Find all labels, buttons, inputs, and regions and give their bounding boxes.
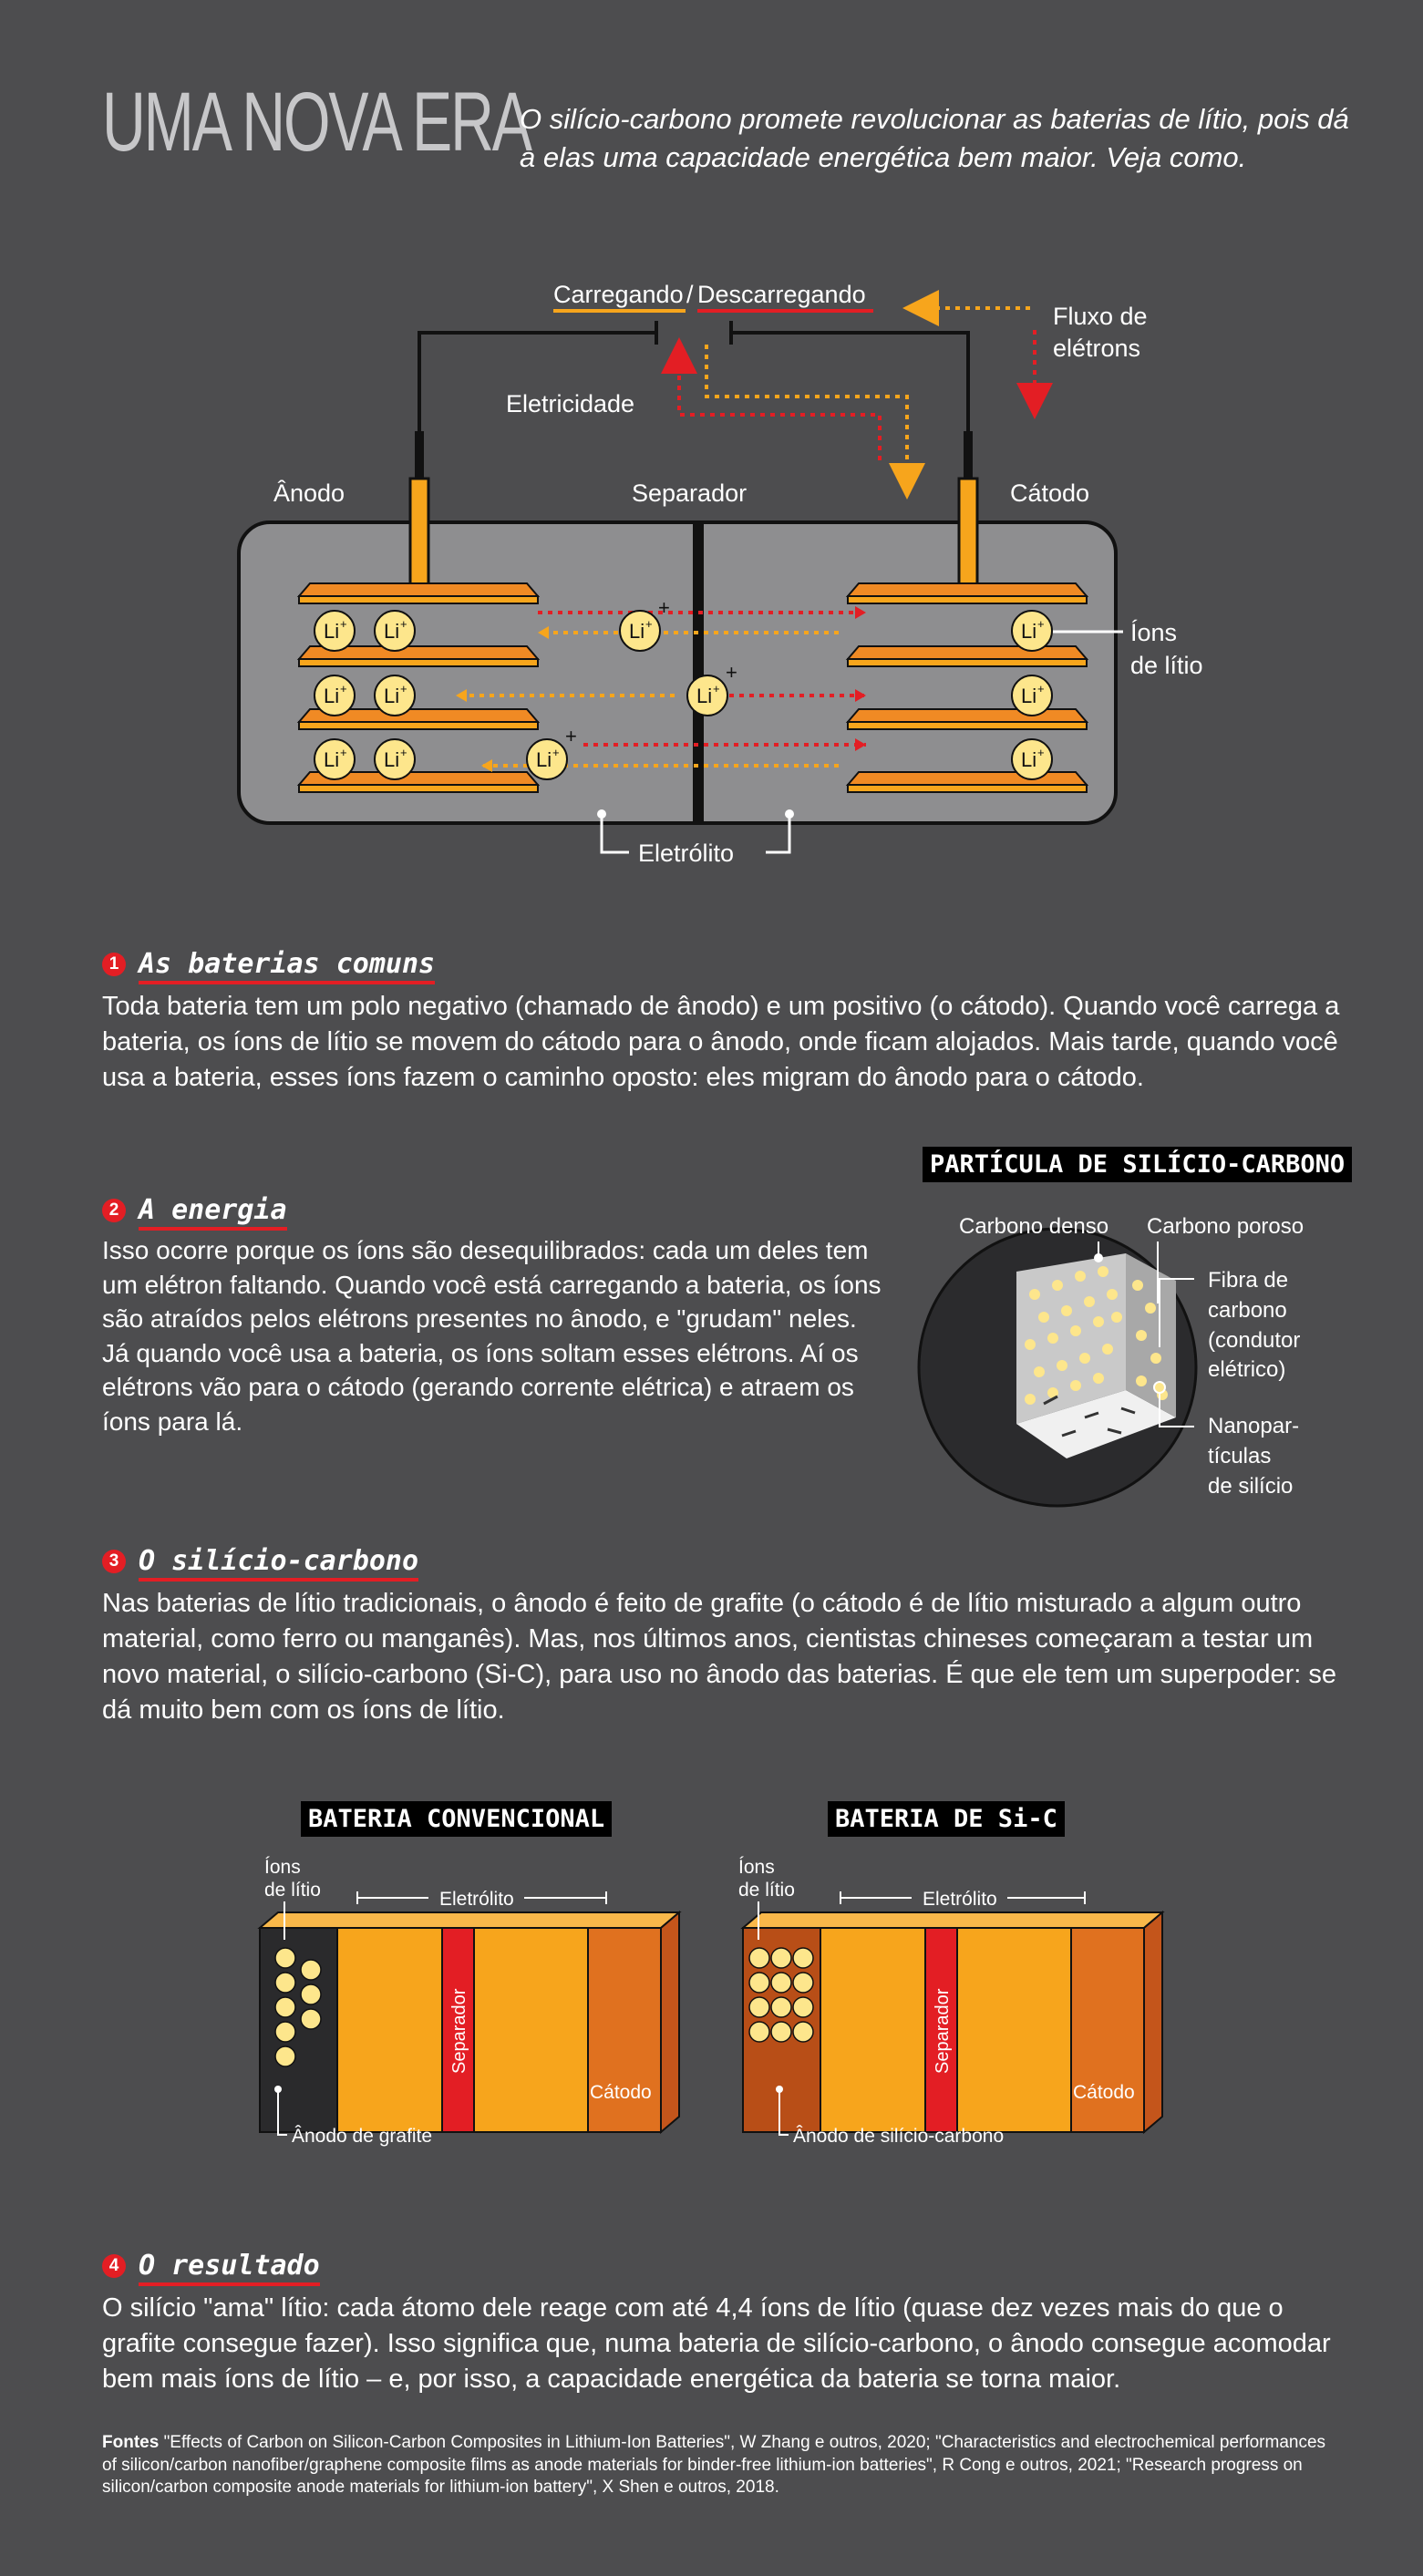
sources [102, 2432, 1342, 2499]
cathode-ion-3 [1012, 739, 1052, 779]
migrating-ion-3-symbol: Li [536, 748, 552, 771]
anode-terminal [410, 479, 428, 597]
anode-ion-1 [315, 611, 355, 651]
comparison-diagram [0, 1850, 1423, 2179]
conv-ions-label-2: de lítio [264, 1880, 321, 1901]
sources-label: Fontes [102, 2433, 160, 2452]
anode-ion-3 [315, 675, 355, 716]
nanoparticle-2 [1052, 1280, 1063, 1291]
migrating-ion-2-plus: + [726, 661, 737, 684]
cathode-ion-2-symbol: Li [1021, 685, 1037, 707]
section-2-title: A energia [139, 1194, 287, 1231]
flow-arrow-charge [706, 345, 907, 481]
cathode-terminal [959, 479, 977, 597]
section-2-text: Isso ocorre porque os íons são desequilibrados: cada um deles tem um elétron faltando. Quando você está carregando a bateria, os íons são atraídos pelos elétrons presentes no ânodo, e "grudam" neles. Já quando você usa a bateria, os íons soltam esses elétrons. Aí os elétrons vão para o cátodo (gerando corrente elétrica) e atraem os íons para lá. [102, 1236, 882, 1436]
anode-ion-4 [375, 675, 415, 716]
anode-ion-2-charge: + [400, 617, 407, 631]
battery-diagram [0, 0, 1423, 912]
nanoparticle-5 [1038, 1312, 1049, 1323]
particle-diagram [902, 1185, 1423, 1531]
ions-label-2: de lítio [1130, 652, 1203, 679]
nano-label-2: tículas [1208, 1444, 1272, 1468]
nanoparticle-3 [1075, 1271, 1086, 1282]
anode-label: Ânodo [273, 479, 345, 507]
nanoparticle-6 [1061, 1305, 1072, 1316]
cathode-ion-3-charge: + [1037, 746, 1045, 759]
conv-ion-3 [275, 1997, 295, 2017]
nanoparticle-13 [1111, 1312, 1122, 1323]
fiber-label-2: carbono [1208, 1298, 1287, 1323]
cathode-ion-1-charge: + [1037, 617, 1045, 631]
discharging-label: Descarregando [697, 281, 866, 308]
section-1-title: As baterias comuns [139, 948, 435, 984]
migrating-ion-2-charge: + [713, 682, 720, 696]
section-3-title: O silício-carbono [139, 1545, 418, 1582]
nanoparticle-14 [1034, 1366, 1045, 1377]
separator-label: Separador [632, 479, 748, 507]
sic-ion-6 [793, 1973, 813, 1993]
sic-side [1144, 1912, 1162, 2132]
sic-ions-label-1: Íons [738, 1857, 775, 1878]
sic-ion-10 [749, 2022, 769, 2042]
anode-ion-2-symbol: Li [384, 620, 400, 643]
migrating-ion-3-plus: + [565, 725, 577, 747]
nanoparticle-16 [1079, 1353, 1090, 1364]
sic-anode-label: Ânodo de silício-carbono [793, 2126, 1005, 2147]
cathode-label: Cátodo [1010, 479, 1090, 507]
electron-flow-label-2: elétrons [1053, 335, 1141, 362]
section-4-title: O resultado [139, 2250, 320, 2286]
slash-label: / [686, 281, 694, 308]
nanoparticle-24 [1136, 1330, 1147, 1341]
conv-side [661, 1912, 679, 2132]
fiber-label-4: elétrico) [1208, 1357, 1286, 1382]
section-1-text: Toda bateria tem um polo negativo (chamado de ânodo) e um positivo (o cátodo). Quando você carrega a bateria, os íons de lítio se movem do cátodo para o ânodo, onde ficam alojados. Mais tarde, quando você usa a bateria, esses íons fazem o caminho oposto: eles migram do ânodo para o cátodo. [102, 992, 1340, 1092]
migrating-ion-1-plus: + [658, 596, 670, 619]
nanoparticle-9 [1025, 1339, 1036, 1350]
sic-battery [738, 1857, 1162, 2147]
conv-electrolyte-left [337, 1928, 442, 2132]
charging-label: Carregando [553, 281, 684, 308]
section-3-heading [102, 1545, 1360, 1577]
conv-ion-5 [275, 2046, 295, 2066]
sic-ion-2 [771, 1948, 791, 1968]
conv-top [260, 1912, 679, 1928]
conv-anode [260, 1928, 337, 2132]
separator-line [693, 522, 704, 823]
cathode-ion-1 [1012, 611, 1052, 651]
nanoparticle-17 [1102, 1344, 1113, 1355]
section-1 [102, 948, 1360, 1096]
section-4 [102, 2250, 1360, 2397]
anode-ion-6-charge: + [400, 746, 407, 759]
section-1-number: 1 [102, 953, 126, 976]
anode-plate-4-edge [299, 785, 538, 792]
cathode-ion-2 [1012, 675, 1052, 716]
nanoparticle-21 [1093, 1373, 1104, 1384]
dense-carbon-label: Carbono denso [959, 1214, 1109, 1239]
conventional-tag: BATERIA CONVENCIONAL [301, 1801, 612, 1837]
anode-ion-5-symbol: Li [324, 748, 340, 771]
sic-top [743, 1912, 1162, 1928]
conv-ion-8 [301, 2009, 321, 2029]
nano-dot [1154, 1382, 1165, 1393]
section-2 [102, 1194, 886, 1438]
sic-ion-3 [793, 1948, 813, 1968]
conv-ion-1 [275, 1948, 295, 1968]
conv-ion-2 [275, 1973, 295, 1993]
sic-electrolyte-label: Eletrólito [923, 1889, 997, 1910]
section-1-heading [102, 948, 1360, 980]
ions-label-1: Íons [1130, 619, 1178, 646]
cathode-plate-4-edge [848, 785, 1087, 792]
nanoparticle-7 [1084, 1296, 1095, 1307]
nanoparticle-26 [1136, 1376, 1147, 1386]
nanoparticle-12 [1093, 1316, 1104, 1327]
nano-label-1: Nanopar- [1208, 1414, 1300, 1438]
cathode-plate-4-top [848, 772, 1087, 785]
section-4-text: O silício "ama" lítio: cada átomo dele reage com até 4,4 íons de lítio (quase dez vezes mais do que o grafite consegue fazer). Isso significa que, numa bateria de silício-carbono, o ânodo consegue acomodar bem mais íons de lítio – e, por isso, a capacidade energética da bateria se torna maior. [102, 2293, 1331, 2394]
flow-arrow-discharge [679, 355, 880, 460]
sic-ion-9 [793, 1997, 813, 2017]
cathode-ion-1-symbol: Li [1021, 620, 1037, 643]
sic-electrolyte-right [957, 1928, 1071, 2132]
conv-anode-label: Ânodo de grafite [292, 2126, 433, 2147]
section-2-number: 2 [102, 1199, 126, 1222]
electricity-label: Eletricidade [506, 390, 635, 417]
sic-ion-5 [771, 1973, 791, 1993]
section-4-number: 4 [102, 2254, 126, 2278]
conv-ion-4 [275, 2022, 295, 2042]
section-2-heading [102, 1194, 886, 1226]
anode-terminal-cap [415, 431, 424, 479]
nanoparticle-15 [1057, 1360, 1067, 1371]
nano-label-3: de silício [1208, 1474, 1294, 1499]
page-subtitle: O silício-carbono promete revolucionar as baterias de lítio, pois dá a elas uma capacidade energética bem maior. Veja como. [520, 103, 1349, 173]
sic-separator-label: Separador [933, 1988, 953, 2074]
nanoparticle-1 [1029, 1289, 1040, 1300]
electrolyte-label: Eletrólito [638, 840, 735, 867]
anode-plate-2-edge [299, 659, 538, 666]
anode-ion-2 [375, 611, 415, 651]
anode-ion-5-charge: + [340, 746, 347, 759]
conv-electrolyte-label: Eletrólito [439, 1889, 514, 1910]
sic-ion-12 [793, 2022, 813, 2042]
anode-ion-4-charge: + [400, 682, 407, 696]
conv-ions-label-1: Íons [264, 1857, 301, 1878]
section-4-heading [102, 2250, 1360, 2282]
cathode-plate-3-edge [848, 722, 1087, 729]
nanoparticle-18 [1025, 1394, 1036, 1405]
nanoparticle-25 [1150, 1353, 1161, 1364]
anode-ion-3-symbol: Li [324, 685, 340, 707]
cathode-ion-2-charge: + [1037, 682, 1045, 696]
anode-ion-1-symbol: Li [324, 620, 340, 643]
cathode-plate-1-top [848, 583, 1087, 596]
cathode-wire [731, 333, 968, 474]
anode-plate-1-top [299, 583, 538, 596]
sic-ion-1 [749, 1948, 769, 1968]
conv-cathode-label: Cátodo [590, 2082, 652, 2103]
cathode-terminal-cap [964, 431, 973, 479]
sources-text: "Effects of Carbon on Silicon-Carbon Composites in Lithium-Ion Batteries", W Zhang e outros, 2020; "Characteristics and electrochemical performances of silicon/carbon nanofiber/graphene composite films as anode materials for binder-free lithium-ion batteries", R Cong e outros, 2021; "Research progress on silicon/carbon composite anode materials for lithium-ion battery", X Shen e outros, 2018. [102, 2433, 1326, 2498]
anode-ion-6-symbol: Li [384, 748, 400, 771]
sic-ion-7 [749, 1997, 769, 2017]
sic-ion-4 [749, 1973, 769, 1993]
sic-ions-label-2: de lítio [738, 1880, 795, 1901]
nanoparticle-4 [1098, 1266, 1108, 1277]
anode-plate-1-edge [299, 596, 538, 603]
anode-ion-6 [375, 739, 415, 779]
anode-ion-4-symbol: Li [384, 685, 400, 707]
sic-electrolyte-left [820, 1928, 925, 2132]
conventional-battery [260, 1857, 679, 2147]
section-3-text: Nas baterias de lítio tradicionais, o ânodo é feito de grafite (o cátodo é de lítio misturado a algum outro material, como ferro ou manganês). Mas, nos últimos anos, cientistas chineses começaram a testar um novo material, o silício-carbono (Si-C), para uso no ânodo das baterias. É que ele tem um superpoder: se dá muito bem com os íons de lítio. [102, 1589, 1337, 1725]
fiber-label-1: Fibra de [1208, 1268, 1289, 1293]
fiber-label-3: (condutor [1208, 1328, 1301, 1353]
conv-ion-6 [301, 1960, 321, 1980]
anode-ion-5 [315, 739, 355, 779]
cathode-ion-3-symbol: Li [1021, 748, 1037, 771]
cathode-plate-2-top [848, 646, 1087, 659]
porous-carbon-label: Carbono poroso [1147, 1214, 1304, 1239]
section-3 [102, 1545, 1360, 1727]
conv-separator-label: Separador [449, 1988, 469, 2074]
section-3-number: 3 [102, 1550, 126, 1573]
anode-ion-1-charge: + [340, 617, 347, 631]
particle-tag: PARTÍCULA DE SILÍCIO-CARBONO [923, 1147, 1352, 1182]
nanoparticle-8 [1107, 1289, 1118, 1300]
migrating-ion-3-charge: + [552, 746, 560, 759]
electron-flow-label-1: Fluxo de [1053, 303, 1148, 330]
nanoparticle-20 [1070, 1380, 1081, 1391]
sic-ion-8 [771, 1997, 791, 2017]
migrating-ion-2-symbol: Li [696, 685, 713, 707]
cathode-plate-2-edge [848, 659, 1087, 666]
migrating-ion-1-symbol: Li [629, 620, 645, 643]
nanoparticle-23 [1145, 1303, 1156, 1314]
nanoparticle-22 [1132, 1280, 1143, 1291]
anode-ion-3-charge: + [340, 682, 347, 696]
nanoparticle-10 [1047, 1333, 1058, 1344]
migrating-ion-1-charge: + [645, 617, 653, 631]
cathode-plate-3-top [848, 709, 1087, 722]
conv-electrolyte-right [474, 1928, 588, 2132]
page-title: UMA NOVA ERA [102, 76, 531, 169]
nanoparticle-11 [1070, 1325, 1081, 1336]
sic-cathode-label: Cátodo [1073, 2082, 1135, 2103]
sic-tag: BATERIA DE Si-C [828, 1801, 1065, 1837]
anode-plate-3-edge [299, 722, 538, 729]
sic-ion-11 [771, 2022, 791, 2042]
cathode-plate-1-edge [848, 596, 1087, 603]
conv-ion-7 [301, 1984, 321, 2004]
